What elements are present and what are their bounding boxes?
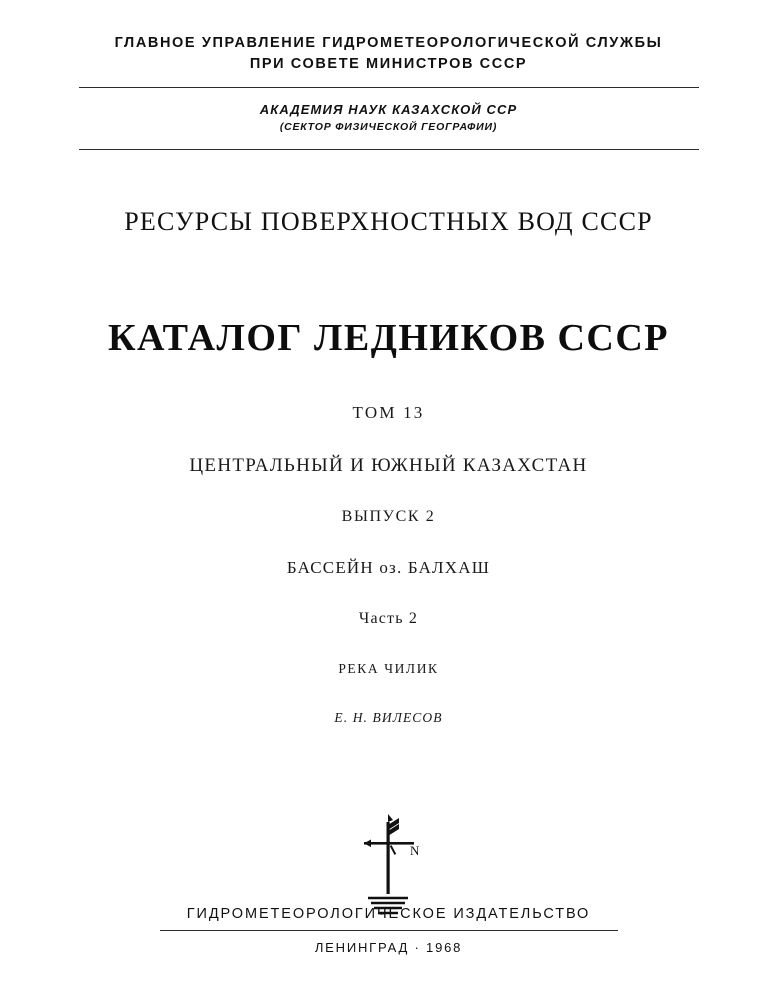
academy-header (260, 100, 518, 135)
river-label: РЕКА ЧИЛИК (338, 661, 439, 677)
part-label: Часть 2 (358, 610, 419, 628)
publisher-label: ГИДРОМЕТЕОРОЛОГИЧЕСКОЕ ИЗДАТЕЛЬСТВО (186, 906, 591, 922)
region-label: ЦЕНТРАЛЬНЫЙ И ЮЖНЫЙ КАЗАХСТАН (189, 455, 588, 477)
svg-text:N: N (409, 843, 419, 859)
weather-vane-emblem (344, 814, 434, 919)
academy-line-2: (СЕКТОР ФИЗИЧЕСКОЙ ГЕОГРАФИИ) (279, 120, 498, 133)
page-title: КАТАЛОГ ЛЕДНИКОВ СССР (107, 317, 670, 360)
volume-label: ТОМ 13 (352, 403, 425, 423)
ministry-line-2: ПРИ СОВЕТЕ МИНИСТРОВ СССР (249, 56, 528, 73)
issue-label: ВЫПУСК 2 (341, 508, 436, 526)
divider-second (79, 149, 699, 150)
divider-top (79, 87, 699, 88)
academy-line-1: АКАДЕМИЯ НАУК КАЗАХСКОЙ ССР (259, 102, 518, 118)
ministry-line-1: ГЛАВНОЕ УПРАВЛЕНИЕ ГИДРОМЕТЕОРОЛОГИЧЕСКОЙ СЛУЖБЫ (114, 35, 663, 51)
footer (0, 906, 777, 955)
series-title: РЕСУРСЫ ПОВЕРХНОСТНЫХ ВОД СССР (124, 207, 653, 237)
basin-label: БАССЕЙН оз. БАЛХАШ (286, 558, 491, 578)
divider-footer (160, 930, 618, 931)
city-year-label: ЛЕНИНГРАД · 1968 (314, 940, 463, 955)
ministry-header (115, 33, 663, 75)
author-label: Е. Н. ВИЛЕСОВ (334, 710, 443, 726)
